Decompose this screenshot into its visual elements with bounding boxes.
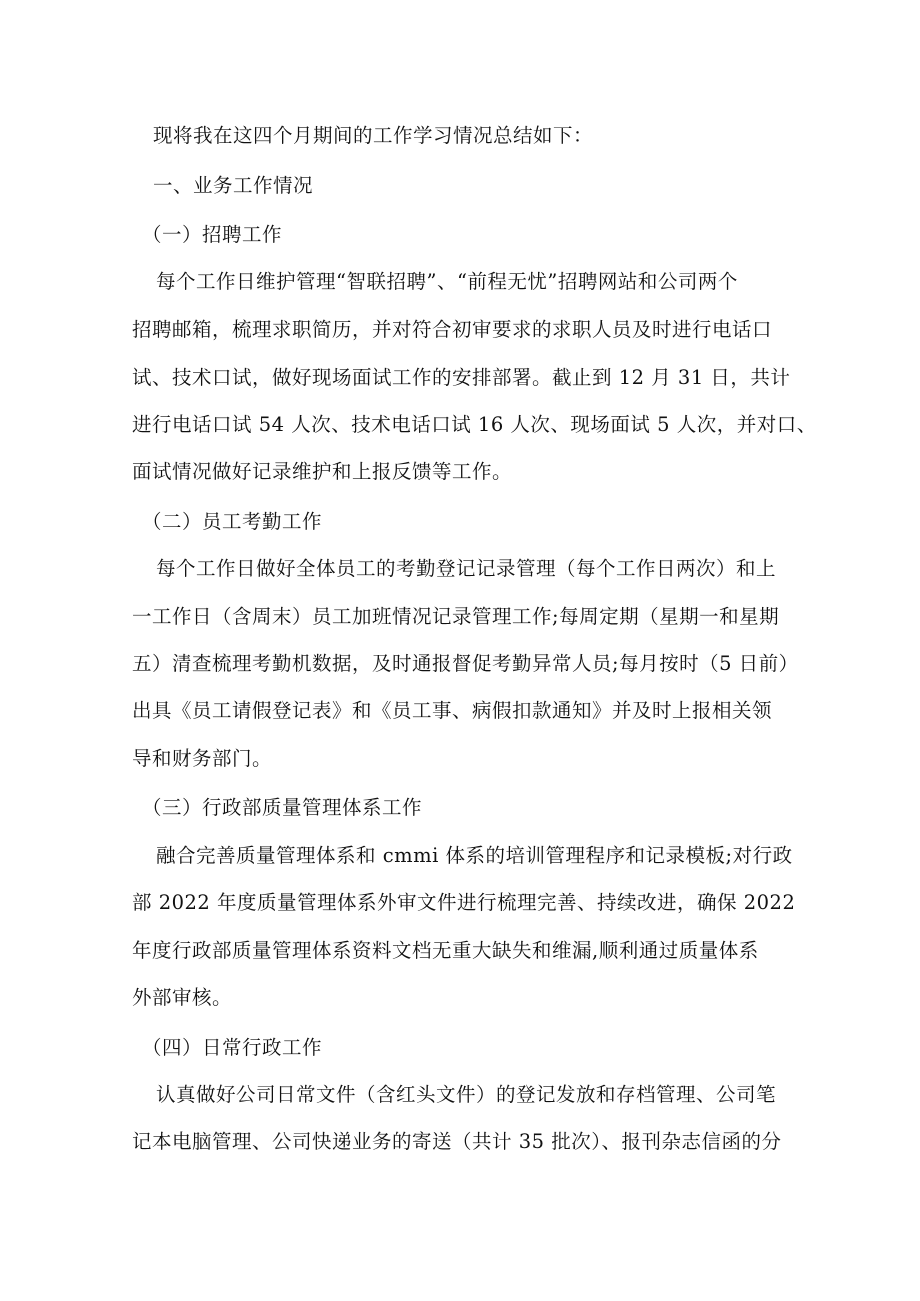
paragraph-line: 每个工作日做好全体员工的考勤登记记录管理（每个工作日两次）和上 — [156, 557, 777, 580]
section-heading: 一、业务工作情况 — [153, 174, 314, 197]
subsection-heading-quality: （三）行政部质量管理体系工作 — [142, 796, 423, 819]
subsection-heading-recruitment: （一）招聘工作 — [142, 223, 283, 246]
paragraph-line: 年度行政部质量管理体系资料文档无重大缺失和维漏,顺利通过质量体系 — [132, 939, 759, 962]
paragraph-line: 记本电脑管理、公司快递业务的寄送（共计 35 批次）、报刊杂志信函的分 — [132, 1130, 782, 1153]
paragraph-line: 每个工作日维护管理“智联招聘”、“前程无忧”招聘网站和公司两个 — [156, 270, 738, 293]
paragraph-line: 导和财务部门。 — [132, 747, 273, 770]
paragraph-line: 五）清查梳理考勤机数据，及时通报督促考勤异常人员;每月按时（5 日前） — [132, 652, 799, 675]
subsection-heading-daily-admin: （四）日常行政工作 — [142, 1036, 323, 1059]
paragraph-line: 试、技术口试，做好现场面试工作的安排部署。截止到 12 月 31 日，共计 — [132, 366, 791, 389]
paragraph-line: 外部审核。 — [132, 986, 233, 1009]
paragraph-line: 出具《员工请假登记表》和《员工事、病假扣款通知》并及时上报相关领 — [132, 699, 773, 722]
paragraph-line: 面试情况做好记录维护和上报反馈等工作。 — [132, 460, 513, 483]
subsection-heading-attendance: （二）员工考勤工作 — [142, 510, 323, 533]
paragraph-line: 进行电话口试 54 人次、技术电话口试 16 人次、现场面试 5 人次，并对口、 — [132, 413, 817, 436]
intro-text: 现将我在这四个月期间的工作学习情况总结如下： — [153, 124, 594, 147]
paragraph-line: 招聘邮箱，梳理求职简历，并对符合初审要求的求职人员及时进行电话口 — [132, 318, 773, 341]
paragraph-line: 认真做好公司日常文件（含红头文件）的登记发放和存档管理、公司笔 — [156, 1083, 777, 1106]
paragraph-line: 融合完善质量管理体系和 cmmi 体系的培训管理程序和记录模板;对行政 — [156, 844, 793, 867]
paragraph-line: 一工作日（含周末）员工加班情况记录管理工作;每周定期（星期一和星期 — [132, 605, 780, 628]
paragraph-line: 部 2022 年度质量管理体系外审文件进行梳理完善、持续改进，确保 2022 — [132, 891, 796, 914]
